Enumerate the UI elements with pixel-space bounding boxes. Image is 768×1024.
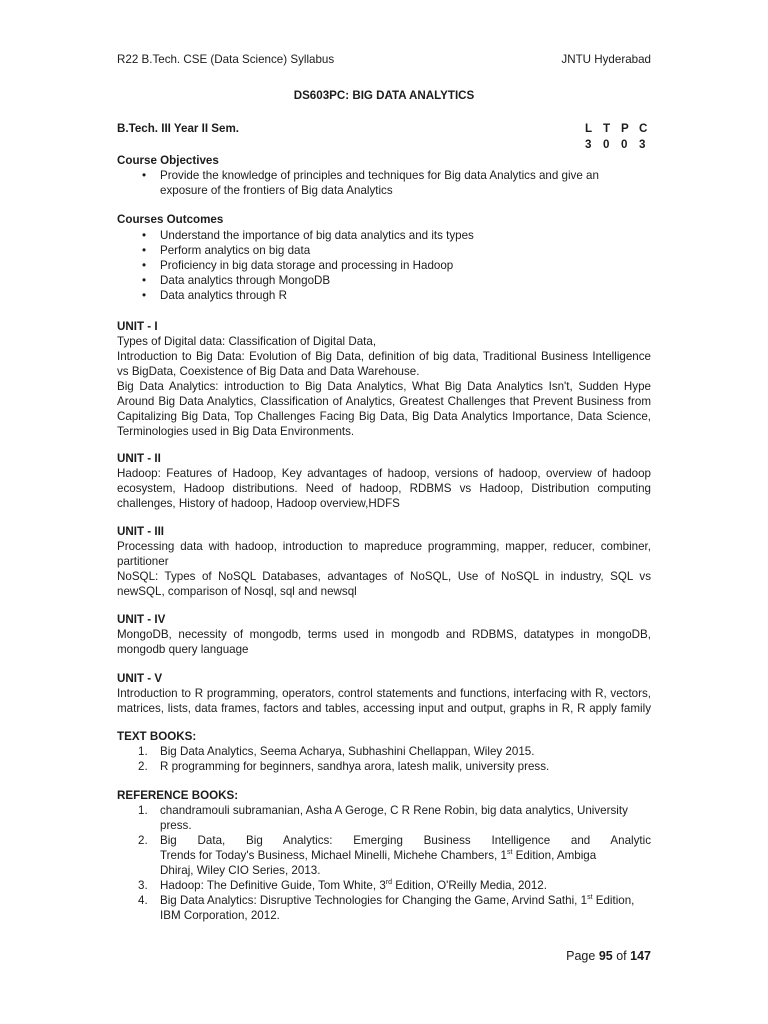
reference-line: IBM Corporation, 2012. [160,909,280,922]
list-item [138,759,651,774]
reference-line [160,893,651,908]
page-number [566,949,651,964]
list-number: 2. [138,834,148,847]
unit-3-line: partitioner [117,555,169,568]
unit-1-line: vs BigData, Coexistence of Big Data and Data Warehouse. [117,365,420,378]
semester-label: B.Tech. III Year II Sem. [117,122,240,135]
unit-2-line: challenges, History of hadoop, Hadoop overview,HDFS [117,497,400,510]
objective-line: exposure of the frontiers of Big data Analytics [160,184,393,197]
reference-line [160,848,651,863]
list-number: 2. [138,760,148,773]
textbook-text: R programming for beginners, sandhya arora, latesh malik, university press. [160,760,550,773]
unit-5-line: Introduction to R programming, operators, control statements and functions, interfacing with R, vectors, [117,687,651,700]
unit-1-line: Big Data Analytics: introduction to Big Data Analytics, What Big Data Analytics Isn't, Sudden Hype [117,380,651,393]
unit-1-line: Capitalizing Big Data, Top Challenges Facing Big Data, Big Data Analytics Importance, Data Science, [117,410,651,423]
ltpc-label: P [621,122,629,135]
list-number: 1. [138,745,148,758]
unit-3-line: Processing data with hadoop, introduction to mapreduce programming, mapper, reducer, combiner, [117,540,651,553]
list-item: • Understand the importance of big data analytics and its types [142,228,474,243]
textbooks-list [138,744,651,774]
reference-text: Big Data Analytics: Disruptive Technologies for Changing the Game, Arvind Sathi, 1 [160,894,588,907]
list-item: • Proficiency in big data storage and processing in Hadoop [142,258,474,273]
ltpc-values [585,137,657,152]
unit-3-heading: UNIT - III [117,525,165,538]
running-header-left: R22 B.Tech. CSE (Data Science) Syllabus [117,53,335,66]
ltpc-label: L [585,122,593,135]
objective-line: • Provide the knowledge of principles and techniques for Big data Analytics and give an [160,169,599,182]
unit-2-heading: UNIT - II [117,452,161,465]
unit-1-line: Around Big Data Analytics, Classification of Analytics, Greatest Challenges that Prevent Business from [117,395,651,408]
list-number: 3. [138,879,148,892]
unit-5-heading: UNIT - V [117,672,163,685]
textbook-text: Big Data Analytics, Seema Acharya, Subhashini Chellappan, Wiley 2015. [160,745,535,758]
page-current: 95 [598,949,613,963]
reference-text: Edition, O'Reilly Media, 2012. [392,879,547,892]
ltpc-value: 3 [585,138,592,151]
unit-4-line: mongodb query language [117,643,249,656]
outcomes-list [142,228,474,303]
unit-3-line: NoSQL: Types of NoSQL Databases, advantages of NoSQL, Use of NoSQL in industry, SQL vs [117,570,651,583]
unit-5-line: matrices, lists, data frames, factors and tables, accessing input and output, graphs in R, R apply family [117,702,651,715]
course-title: DS603PC: BIG DATA ANALYTICS [293,89,475,102]
ltpc-label: T [603,122,611,135]
page-of-label: of [616,949,627,963]
unit-1-line: Terminologies used in Big Data Environments. [117,425,355,438]
list-item [138,833,651,878]
running-header-right: JNTU Hyderabad [561,53,651,66]
unit-4-heading: UNIT - IV [117,613,166,626]
list-item: • Perform analytics on big data [142,243,474,258]
ltpc-value: 3 [639,138,646,151]
outcomes-heading: Courses Outcomes [117,213,224,226]
unit-3-line: newSQL, comparison of Nosql, sql and newsql [117,585,357,598]
reference-text: Trends for Today's Business, Michael Minelli, Michehe Chambers, 1 [160,849,507,862]
ltpc-labels [585,121,657,136]
reference-text: Edition, [592,894,635,907]
list-item [142,168,651,198]
references-list [138,803,651,923]
textbooks-heading: TEXT BOOKS: [117,730,197,743]
list-item [138,893,651,923]
objectives-list [142,168,651,198]
superscript: st [587,894,593,902]
unit-4-line: MongoDB, necessity of mongodb, terms used in mongodb and RDBMS, datatypes in mongoDB, [117,628,651,641]
reference-text: Edition, Ambiga [512,849,597,862]
superscript: rd [385,879,393,887]
list-number: 4. [138,894,148,907]
unit-2-line: ecosystem, Hadoop distributions. Need of hadoop, RDBMS vs Hadoop, Distribution computing [117,482,651,495]
reference-text: Hadoop: The Definitive Guide, Tom White, 3 [160,879,386,892]
list-number: 1. [138,804,148,817]
ltpc-value: 0 [621,138,628,151]
list-item [138,803,651,833]
ltpc-value: 0 [603,138,610,151]
list-item [138,878,651,893]
superscript: st [506,849,513,857]
reference-line: press. [160,819,192,832]
references-heading: REFERENCE BOOKS: [117,789,239,802]
list-item: • Data analytics through R [142,288,474,303]
unit-1-line: Introduction to Big Data: Evolution of Big Data, definition of big data, Traditional Business Intelligence [117,350,651,363]
objectives-heading: Course Objectives [117,154,219,167]
ltpc-label: C [639,122,648,135]
unit-1-line: Types of Digital data: Classification of Digital Data, [117,335,377,348]
reference-line: Dhiraj, Wiley CIO Series, 2013. [160,864,321,877]
page-total: 147 [630,949,651,963]
list-item: • Data analytics through MongoDB [142,273,474,288]
reference-line: chandramouli subramanian, Asha A Geroge, C R Rene Robin, big data analytics, University [160,804,628,817]
unit-2-line: Hadoop: Features of Hadoop, Key advantages of hadoop, versions of hadoop, overview of hadoop [117,467,651,480]
unit-1-heading: UNIT - I [117,320,158,333]
page-label: Page [566,949,596,963]
reference-line: Big Data, Big Analytics: Emerging Business Intelligence and Analytic [160,834,651,847]
reference-line [160,878,651,893]
list-item [138,744,651,759]
